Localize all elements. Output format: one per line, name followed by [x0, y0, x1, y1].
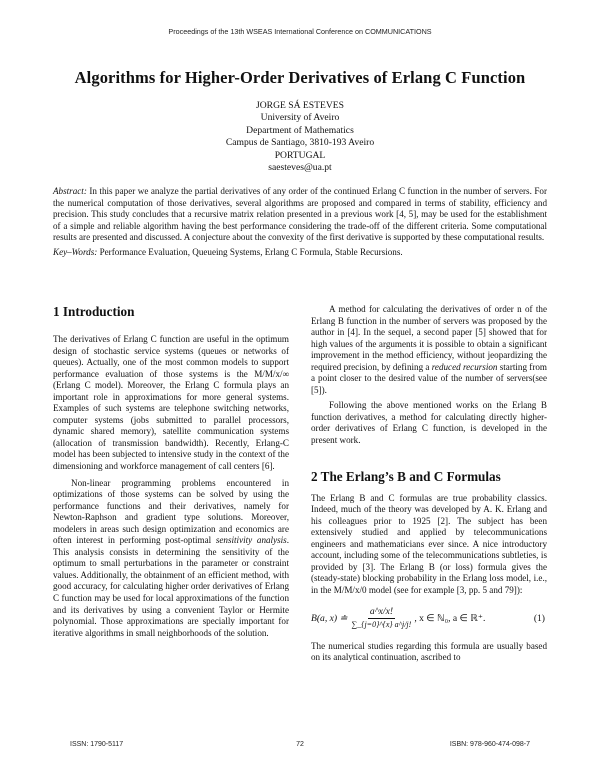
right-column: [311, 304, 547, 664]
equation-number: (1): [533, 612, 545, 624]
paragraph: The derivatives of Erlang C function are useful in the optimum design of stochastic service systems (queues or networks of queues). Actually, one of the most common models to support performance evaluation of those systems is the M/M/x/∞ (Erlang C model). Moreover, the Erlang C formula plays an important role in approximations for more general systems. Examples of such systems are telephone switching networks, computer systems (jobs submitted to parallel processors, dynamic shared memory), satellite communication systems (allocation of transmission bandwidth). Recently, Erlang-C model has been subjected to intensive study in the context of the dimensioning and workforce management of call centers [6].: [53, 334, 289, 472]
abstract-text: In this paper we analyze the partial derivatives of any order of the continued Erlang C function in the number of servers. For the numerical computation of those derivatives, several algorithms are proposed and compared in terms of stability, efficiency and precision. This study concludes that a recursive matrix relation presented in a previous work [4, 5], may be used for the establishment of a simple and reliable algorithm having the best performance considering the trade-off of the different criteria. Some computational results are presented and discussed. A conjecture about the convexity of the first derivative is supported by these computational results.: [53, 186, 547, 243]
affiliation-line: Department of Mathematics: [246, 124, 354, 136]
equation-1: [311, 606, 547, 630]
footer-page-number: 72: [296, 741, 304, 748]
left-column: [53, 304, 289, 639]
affiliation-line: University of Aveiro: [260, 112, 340, 124]
equation-numerator: a^x/x!: [369, 606, 394, 618]
affiliation-line: Campus de Santiago, 3810-193 Aveiro: [225, 137, 375, 149]
equation-denominator: ∑_{j=0}^{x} a^j/j!: [351, 620, 412, 630]
section-heading: 2 The Erlang’s B and C Formulas: [311, 468, 501, 484]
paper-title: Algorithms for Higher-Order Derivatives of Erlang C Function: [74, 68, 526, 87]
abstract-label: Abstract:: [53, 186, 87, 196]
paragraph: Following the above mentioned works on the Erlang B function derivatives, a method for calculating directly higher-order derivatives of Erlang C function, is developed in the present work.: [311, 400, 547, 446]
paragraph: A method for calculating the derivatives of order n of the Erlang B function in the number of servers was proposed by the author in [4]. In the sequel, a second paper [5] showed that for high values of the arguments it is possible to obtain a significant improvement in the method efficiency, without jeopardizing the required precision, by defining a reduced recursion starting from a point closer to the desired value of the number of servers(see [5]).: [311, 304, 547, 395]
abstract: [53, 186, 547, 244]
equation-lhs: B(a, x) ≐: [311, 612, 348, 624]
author-block: [0, 100, 600, 174]
keywords: [53, 247, 547, 257]
affiliation-line: PORTUGAL: [274, 149, 326, 161]
keywords-text: Performance Evaluation, Queueing Systems, Erlang C Formula, Stable Recursions.: [99, 247, 403, 257]
footer-isbn: ISBN: 978-960-474-098-7: [449, 741, 530, 748]
keywords-label: Key–Words:: [53, 247, 98, 257]
author-name: JORGE SÁ ESTEVES: [256, 100, 344, 111]
paragraph: The Erlang B and C formulas are true probability classics. Indeed, much of the theory was developed by A. K. Erlang and his colleagues prior to 1925 [2]. The subject has been extensively studied and applied by telecommunications engineers and mathematicians ever since. A nice introductory account, including some of the telecommunications subtleties, is provided by [3]. The Erlang B (or loss) formula gives the (steady-state) blocking probability in the Erlang loss model, i.e., in the M/M/x/0 model (see for example [3, pp. 5 and 79]):: [311, 492, 547, 595]
running-header: Proceedings of the 13th WSEAS International Conference on COMMUNICATIONS: [168, 27, 432, 36]
author-email: saesteves@ua.pt: [268, 162, 332, 174]
equation-condition: , x ∈ ℕ₀, a ∈ ℝ⁺.: [414, 612, 486, 624]
paragraph: The numerical studies regarding this formula are usually based on its analytical continuation, ascribed to: [311, 640, 547, 663]
section-heading: 1 Introduction: [53, 304, 135, 319]
paragraph: Non-linear programming problems encountered in optimizations of those systems can be solved by using the performance functions and their derivatives, namely for Newton-Raphson and gradient type solutions. Moreover, modelers in areas such design optimization and economics are often interest in performing post-optimal sensitivity analysis. This analysis consists in determining the sensitivity of the optimum to small perturbations in the parameter or constraint values. Additionally, the obtainment of an efficient method, with good accuracy, for calculating higher order derivatives of Erlang C function may be used for local approximations of the function and its derivatives by using a convenient Taylor or Hermite polynomial. Those approximations are specially important for iterative algorithms in small neighborhoods of the solution.: [53, 477, 289, 638]
footer-issn: ISSN: 1790-5117: [70, 741, 124, 748]
